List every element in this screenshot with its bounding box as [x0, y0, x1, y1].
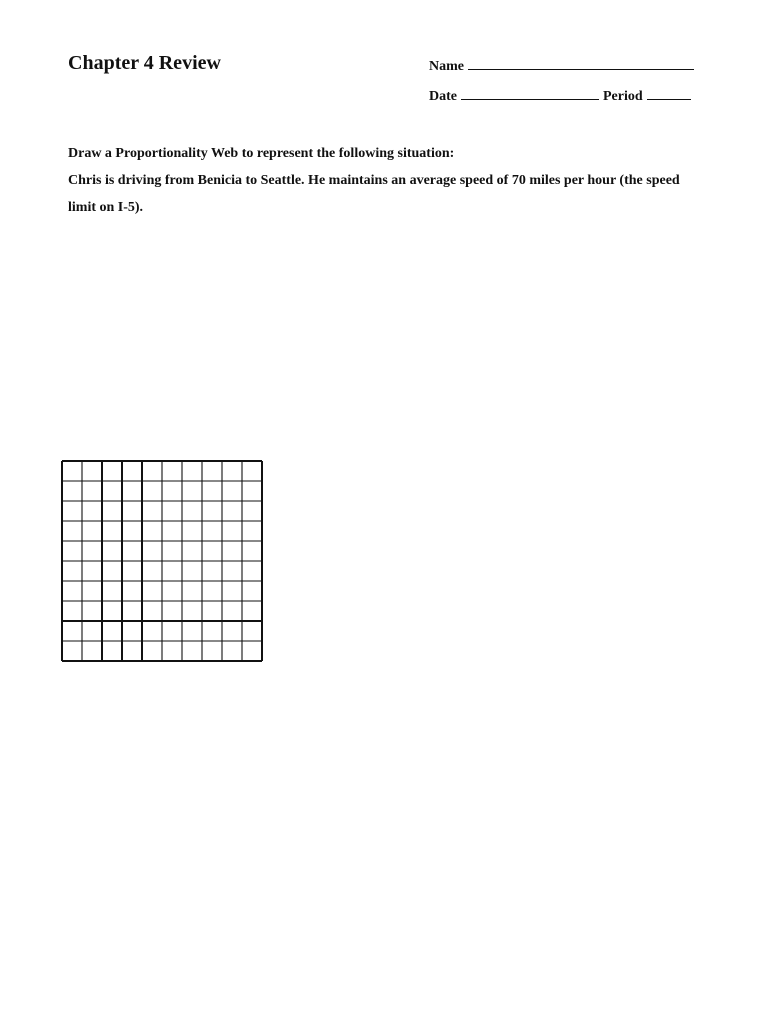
name-label: Name: [429, 59, 464, 74]
worksheet-title: Chapter 4 Review: [68, 52, 221, 74]
graph-grid[interactable]: [61, 460, 263, 662]
graph-grid-svg: [61, 460, 263, 662]
period-label: Period: [603, 89, 643, 104]
date-period-row: [429, 87, 691, 105]
period-blank[interactable]: [647, 87, 691, 100]
date-label: Date: [429, 89, 457, 104]
name-field[interactable]: [429, 57, 694, 75]
date-blank[interactable]: [461, 87, 599, 100]
situation-text: Chris is driving from Benicia to Seattle. He maintains an average speed of 70 miles per hour (the speed limit on I-5).: [68, 173, 680, 215]
name-blank[interactable]: [468, 57, 694, 70]
instruction-prompt: Draw a Proportionality Web to represent the following situation:: [68, 146, 455, 161]
instructions: [68, 140, 708, 221]
